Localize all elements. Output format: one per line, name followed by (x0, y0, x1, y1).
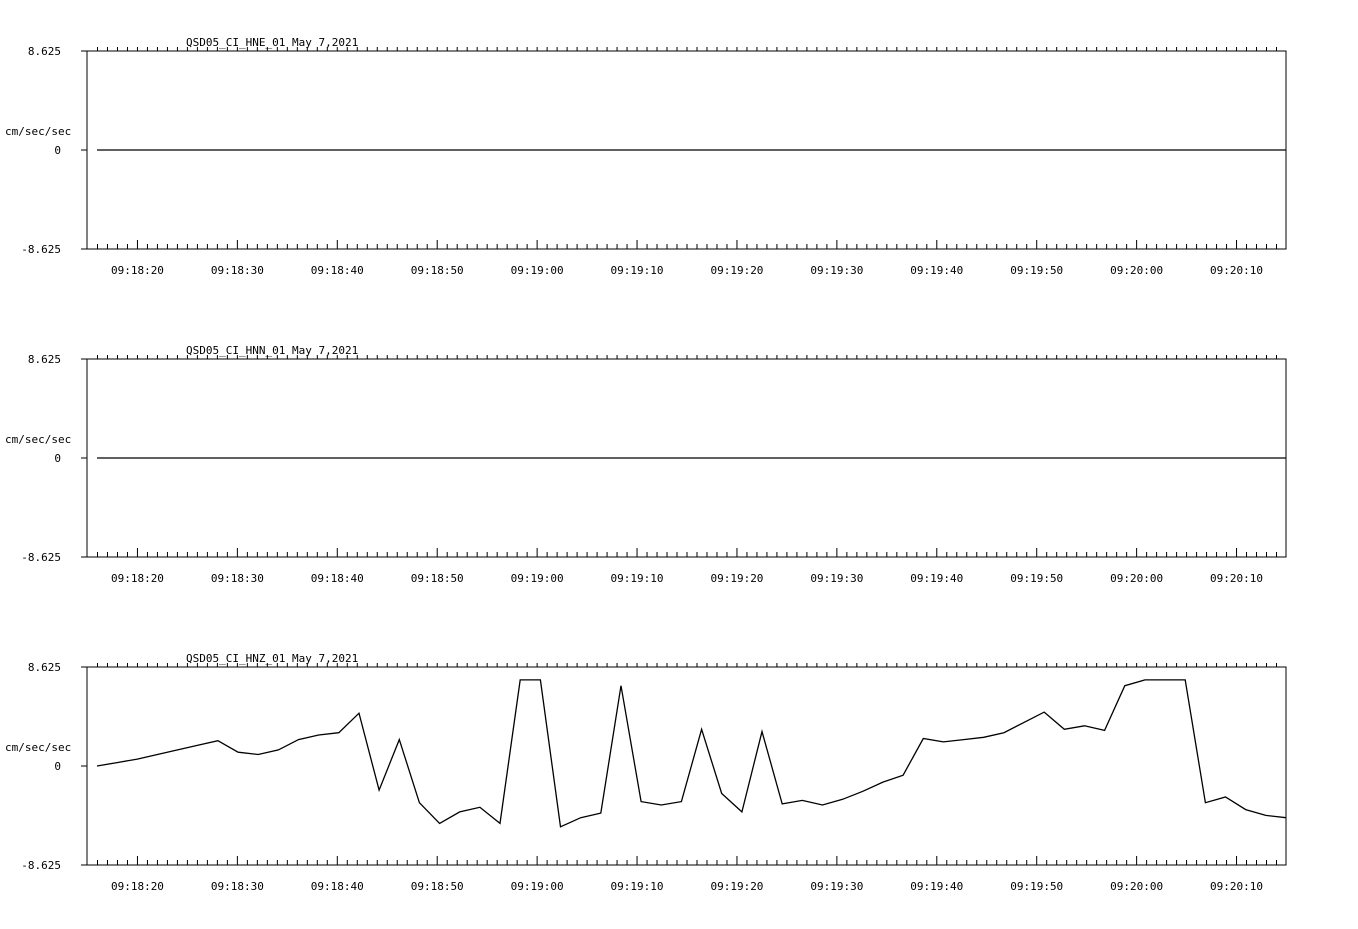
chart-title: QSD05_CI_HNN_01 May 7,2021 (186, 344, 359, 357)
x-tick-label: 09:19:50 (1010, 880, 1064, 893)
y-tick-label: 8.625 (27, 45, 61, 58)
x-tick-label: 09:19:00 (510, 880, 564, 893)
x-tick-label: 09:18:40 (310, 264, 364, 277)
x-tick-label: 09:19:00 (510, 264, 564, 277)
x-tick-label: 09:18:50 (410, 264, 464, 277)
x-tick-label: 09:19:10 (610, 572, 664, 585)
y-axis-label: cm/sec/sec (5, 741, 72, 754)
y-tick-label: 8.625 (27, 353, 61, 366)
x-tick-label: 09:18:40 (310, 880, 364, 893)
x-tick-label: 09:18:50 (410, 572, 464, 585)
x-tick-label: 09:19:10 (610, 880, 664, 893)
y-tick-label: -8.625 (21, 551, 61, 564)
x-tick-label: 09:20:10 (1210, 880, 1264, 893)
x-tick-label: 09:19:50 (1010, 572, 1064, 585)
x-tick-label: 09:19:20 (710, 264, 764, 277)
x-tick-label: 09:18:20 (110, 264, 164, 277)
x-tick-label: 09:19:20 (710, 572, 764, 585)
y-tick-label: 0 (54, 760, 61, 773)
y-tick-label: 0 (54, 144, 61, 157)
y-axis-label: cm/sec/sec (5, 433, 72, 446)
x-tick-label: 09:18:30 (210, 572, 264, 585)
x-tick-label: 09:18:30 (210, 264, 264, 277)
y-axis-label: cm/sec/sec (5, 125, 72, 138)
y-tick-label: 0 (54, 452, 61, 465)
plot-frame (87, 667, 1286, 865)
x-tick-label: 09:19:50 (1010, 264, 1064, 277)
y-tick-label: -8.625 (21, 243, 61, 256)
x-tick-label: 09:19:40 (910, 880, 964, 893)
x-tick-label: 09:18:20 (110, 880, 164, 893)
x-tick-label: 09:18:40 (310, 572, 364, 585)
y-tick-label: -8.625 (21, 859, 61, 872)
x-tick-label: 09:20:10 (1210, 572, 1264, 585)
x-tick-label: 09:18:30 (210, 880, 264, 893)
chart-title: QSD05_CI_HNE_01 May 7,2021 (186, 36, 359, 49)
chart-panel-1 (5, 36, 1286, 277)
x-tick-label: 09:18:20 (110, 572, 164, 585)
x-tick-label: 09:19:40 (910, 572, 964, 585)
x-tick-label: 09:20:10 (1210, 264, 1264, 277)
x-tick-label: 09:19:10 (610, 264, 664, 277)
x-tick-label: 09:19:20 (710, 880, 764, 893)
y-tick-label: 8.625 (27, 661, 61, 674)
x-tick-label: 09:20:00 (1110, 572, 1164, 585)
chart-title: QSD05_CI_HNZ_01 May 7,2021 (186, 652, 359, 665)
chart-panel-2 (5, 344, 1286, 585)
x-tick-label: 09:19:30 (810, 880, 864, 893)
x-tick-label: 09:19:00 (510, 572, 564, 585)
x-tick-label: 09:20:00 (1110, 264, 1164, 277)
chart-panel-3 (5, 652, 1286, 893)
x-tick-label: 09:18:50 (410, 880, 464, 893)
x-tick-label: 09:20:00 (1110, 880, 1164, 893)
trace-line (97, 680, 1286, 827)
x-tick-label: 09:19:30 (810, 264, 864, 277)
x-tick-label: 09:19:40 (910, 264, 964, 277)
x-tick-label: 09:19:30 (810, 572, 864, 585)
